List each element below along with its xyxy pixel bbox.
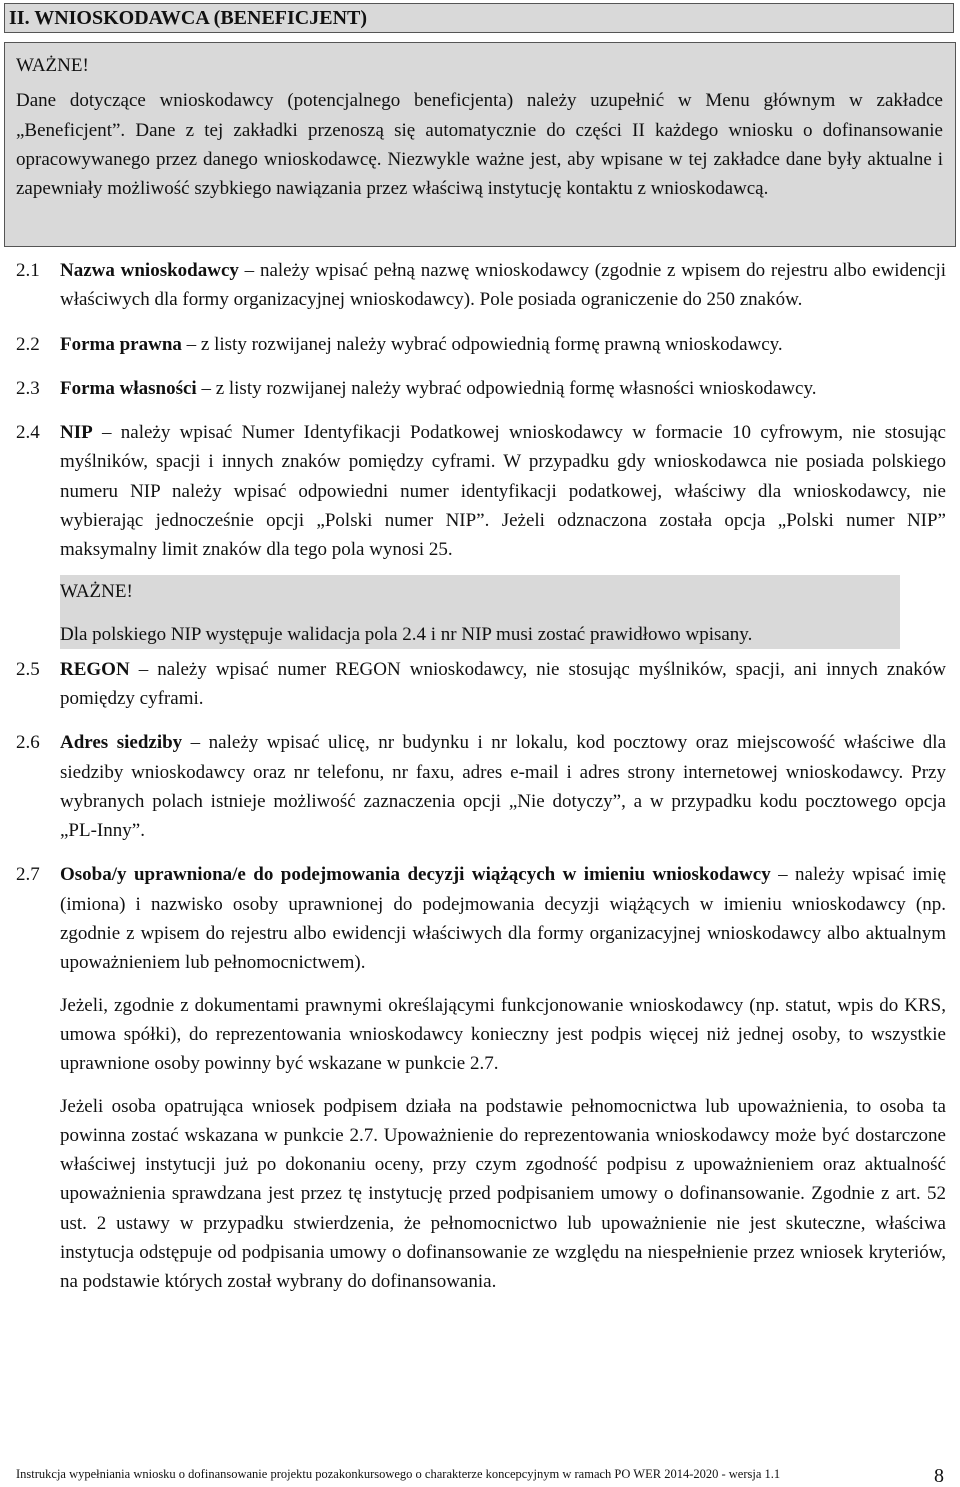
item-number: 2.3: [16, 377, 40, 399]
item-paragraph: Jeżeli osoba opatrująca wniosek podpisem działa na podstawie pełnomocnictwa lub upoważnienia, to osoba ta powinna zostać wskazana w punkcie 2.7. Upoważnienie do reprezentowania wnioskodawcy może być dostarczone właściwej instytucji już po dokonaniu oceny, przy czym zgodność podpisu z upoważnieniem oraz aktualność upoważnienia sprawdzana jest przez tę instytucję przed podpisaniem umowy o dofinansowanie. Zgodnie z art. 52 ust. 2 ustawy w przypadku stwierdzenia, że pełnomocnictwo lub upoważnienie nie jest skuteczne, właściwa instytucja odstępuje od podpisania umowy o dofinansowanie ze względu na niespełnienie przez wniosek kryteriów, na podstawie których został wybrany do dofinansowania.: [60, 1095, 946, 1293]
item-text: – należy wpisać numer REGON wnioskodawcy, nie stosując myślników, spacji, ani innych znaków pomiędzy cyframi.: [60, 658, 946, 709]
item-number: 2.5: [16, 658, 40, 680]
item-2-4: [16, 418, 946, 564]
important-note-box: [4, 42, 956, 247]
item-2-1: [16, 256, 946, 315]
item-number: 2.4: [16, 422, 40, 444]
item-number: 2.2: [16, 333, 40, 355]
important-note-text: Dane dotyczące wnioskodawcy (potencjalnego beneficjenta) należy uzupełnić w Menu głównym w zakładce „Beneficjent”. Dane z tej zakładki przenoszą się automatycznie do części II każdego wniosku o dofinansowanie opracowywanego przez danego wnioskodawcę. Niezwykle ważne jest, aby wpisane w tej zakładce dane były aktualne i zapewniały możliwość szybkiego nawiązania przez właściwą instytucję kontaktu z wnioskodawcą.: [16, 90, 943, 200]
important-note-title: WAŻNE!: [16, 55, 89, 76]
page-footer: [16, 1462, 944, 1487]
item-title: Adres siedziby: [60, 732, 183, 754]
item-title: Forma prawna: [60, 333, 182, 355]
footer-text: Instrukcja wypełniania wniosku o dofinansowanie projektu pozakonkursowego o charakterze koncepcyjnym w ramach PO WER 2014-2020 - wersja 1.1: [16, 1467, 781, 1481]
item-2-2: [16, 330, 946, 359]
item-title: NIP: [60, 422, 93, 444]
item-text: – należy wpisać ulicę, nr budynku i nr lokalu, kod pocztowy oraz miejscowość właściwe dla siedziby wnioskodawcy oraz nr telefonu, nr faxu, adres e-mail i adres strony internetowej wnioskodawcy. Przy wybranych polach istnieje możliwość zaznaczenia opcji „Nie dotyczy”, a w przypadku kodu pocztowego opcja „PL-Inny”.: [60, 732, 946, 842]
instructions-list: [16, 256, 946, 1297]
item-number: 2.1: [16, 260, 40, 281]
item-2-7: [16, 860, 946, 1296]
nip-warning-box: [60, 575, 900, 649]
item-2-5: [16, 655, 946, 714]
item-paragraph: Jeżeli, zgodnie z dokumentami prawnymi określającymi funkcjonowanie wnioskodawcy (np. statut, wpis do KRS, umowa spółki), do reprezentowania wnioskodawcy konieczny jest podpis więcej niż jednej osoby, to wszystkie uprawnione osoby powinny być wskazane w punkcie 2.7.: [60, 994, 946, 1075]
item-number: 2.7: [16, 864, 40, 886]
item-text: – należy wpisać Numer Identyfikacji Podatkowej wnioskodawcy w formacie 10 cyfrowym, nie stosując myślników, spacji i innych znaków pomiędzy cyframi. W przypadku gdy wnioskodawca nie posiada polskiego numeru NIP należy wpisać odpowiedni numer identyfikacji podatkowej, właściwy dla wnioskodawcy, nie wybierając jednocześnie opcji „Polski numer NIP”. Jeżeli odznaczona została opcja „Polski numer NIP” maksymalny limit znaków dla tego pola wynosi 25.: [60, 422, 946, 561]
item-title: Osoba/y uprawniona/e do podejmowania decyzji wiążących w imieniu wnioskodawcy: [60, 864, 771, 886]
item-title: REGON: [60, 658, 130, 680]
section-title: II. WNIOSKODAWCA (BENEFICJENT): [4, 3, 954, 33]
item-2-6: [16, 728, 946, 845]
nip-warning-title: WAŻNE!: [60, 580, 133, 602]
item-text: – z listy rozwijanej należy wybrać odpowiednią formę prawną wnioskodawcy.: [181, 333, 783, 355]
item-number: 2.6: [16, 732, 40, 754]
item-2-3: [16, 374, 946, 403]
item-text: – należy wpisać imię (imiona) i nazwisko osoby uprawnionej do podejmowania decyzji wiążących w imieniu wnioskodawcy (np. zgodnie z wpisem do rejestru albo ewidencji właściwych dla formy organizacyjnej wnioskodawcy albo aktualnym upoważnieniem lub pełnomocnictwem).: [60, 864, 946, 974]
page-number: 8: [934, 1465, 944, 1487]
item-text: – należy wpisać pełną nazwę wnioskodawcy (zgodnie z wpisem do rejestru albo ewidencji właściwych dla formy organizacyjnej wnioskodawcy). Pole posiada ograniczenie do 250 znaków.: [60, 260, 946, 311]
nip-warning-text: Dla polskiego NIP występuje walidacja pola 2.4 i nr NIP musi zostać prawidłowo wpisany.: [60, 623, 753, 645]
item-text: – z listy rozwijanej należy wybrać odpowiednią formę własności wnioskodawcy.: [196, 377, 817, 399]
item-title: Nazwa wnioskodawcy: [60, 260, 239, 281]
item-title: Forma własności: [60, 377, 197, 399]
